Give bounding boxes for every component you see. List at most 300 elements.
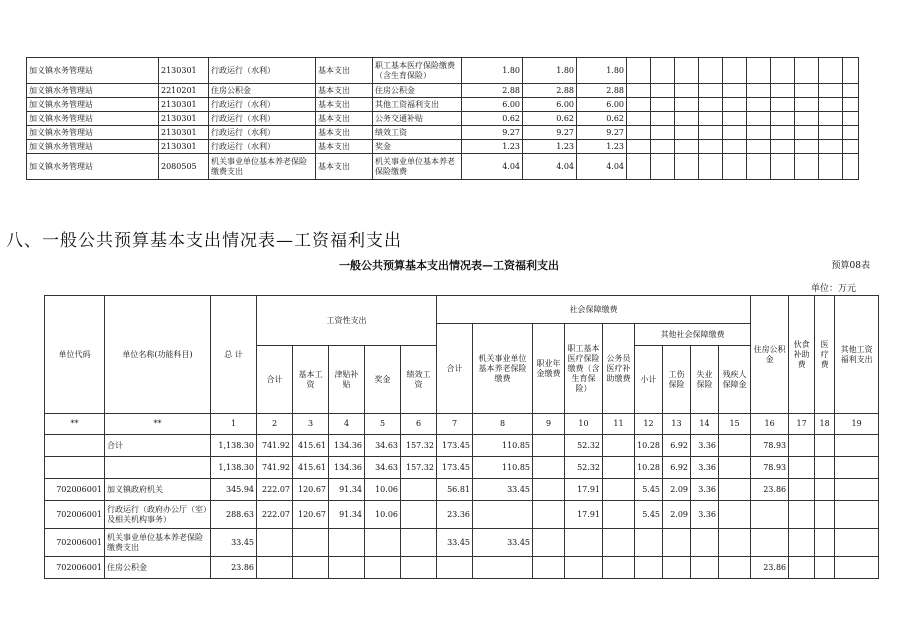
header-total: 总 计 bbox=[211, 296, 257, 414]
top-empty-cell bbox=[795, 140, 819, 154]
value-cell bbox=[365, 557, 401, 579]
value-cell: 3.36 bbox=[691, 457, 719, 479]
table-title: 一般公共预算基本支出情况表—工资福利支出 bbox=[339, 259, 559, 272]
top-type-cell: 基本支出 bbox=[316, 84, 373, 98]
top-unit-cell: 加义镇水务管理站 bbox=[27, 84, 159, 98]
top-value-cell: 4.04 bbox=[577, 154, 627, 180]
top-value-cell: 0.62 bbox=[523, 112, 577, 126]
value-cell: 110.85 bbox=[473, 435, 533, 457]
top-empty-cell bbox=[819, 112, 843, 126]
value-cell: 741.92 bbox=[257, 457, 293, 479]
value-cell bbox=[719, 557, 751, 579]
value-cell: 3.36 bbox=[691, 435, 719, 457]
value-cell bbox=[603, 529, 635, 557]
value-cell: 33.45 bbox=[473, 479, 533, 501]
value-cell bbox=[691, 557, 719, 579]
top-empty-cell bbox=[675, 126, 699, 140]
section-heading: 八、一般公共预算基本支出情况表—工资福利支出 bbox=[6, 231, 402, 251]
value-cell: 78.93 bbox=[751, 457, 789, 479]
top-value-cell: 1.23 bbox=[577, 140, 627, 154]
value-cell bbox=[533, 457, 565, 479]
top-func-cell: 行政运行（水利） bbox=[209, 58, 316, 84]
top-empty-cell bbox=[627, 112, 651, 126]
value-cell bbox=[257, 529, 293, 557]
value-cell: 91.34 bbox=[329, 479, 365, 501]
value-cell bbox=[719, 529, 751, 557]
top-code-cell: 2080505 bbox=[159, 154, 209, 180]
top-code-cell: 2130301 bbox=[159, 126, 209, 140]
top-empty-cell bbox=[723, 112, 747, 126]
top-empty-cell bbox=[651, 126, 675, 140]
top-empty-cell bbox=[627, 154, 651, 180]
top-code-cell: 2130301 bbox=[159, 140, 209, 154]
unit-name-cell bbox=[105, 457, 211, 479]
top-empty-cell bbox=[843, 84, 859, 98]
unit-code-cell: 702006001 bbox=[45, 501, 105, 529]
table-row bbox=[45, 435, 879, 457]
value-cell bbox=[751, 501, 789, 529]
top-item-cell: 职工基本医疗保险缴费（含生育保险） bbox=[373, 58, 462, 84]
value-cell: 134.36 bbox=[329, 457, 365, 479]
top-value-cell: 6.00 bbox=[577, 98, 627, 112]
value-cell: 6.92 bbox=[663, 435, 691, 457]
value-cell bbox=[691, 529, 719, 557]
value-cell bbox=[603, 557, 635, 579]
top-empty-cell bbox=[675, 58, 699, 84]
value-cell: 157.32 bbox=[401, 457, 437, 479]
header-other-social-group: 其他社会保障缴费 bbox=[635, 324, 751, 346]
top-value-cell: 2.88 bbox=[577, 84, 627, 98]
top-value-cell: 9.27 bbox=[462, 126, 523, 140]
index-cell: 3 bbox=[293, 414, 329, 435]
top-empty-cell bbox=[627, 126, 651, 140]
value-cell bbox=[719, 479, 751, 501]
value-cell bbox=[437, 557, 473, 579]
top-func-cell: 行政运行（水利） bbox=[209, 112, 316, 126]
value-cell: 23.86 bbox=[751, 557, 789, 579]
top-empty-cell bbox=[699, 58, 723, 84]
value-cell: 222.07 bbox=[257, 479, 293, 501]
top-value-cell: 2.88 bbox=[462, 84, 523, 98]
header-civil-medical: 公务员医疗补助缴费 bbox=[603, 324, 635, 414]
table-row bbox=[45, 457, 879, 479]
top-type-cell: 基本支出 bbox=[316, 58, 373, 84]
value-cell: 6.92 bbox=[663, 457, 691, 479]
top-empty-cell bbox=[795, 58, 819, 84]
value-cell bbox=[789, 501, 815, 529]
top-empty-cell bbox=[819, 98, 843, 112]
top-empty-cell bbox=[795, 126, 819, 140]
value-cell bbox=[835, 529, 879, 557]
top-value-cell: 1.23 bbox=[462, 140, 523, 154]
unit-name-cell: 机关事业单位基本养老保险缴费支出 bbox=[105, 529, 211, 557]
header-other-wage: 其他工资福利支出 bbox=[835, 296, 879, 414]
header-annuity: 职业年金缴费 bbox=[533, 324, 565, 414]
header-basic-wage: 基本工资 bbox=[293, 346, 329, 414]
top-value-cell: 2.88 bbox=[523, 84, 577, 98]
top-empty-cell bbox=[723, 84, 747, 98]
top-func-cell: 行政运行（水利） bbox=[209, 140, 316, 154]
value-cell bbox=[815, 435, 835, 457]
top-code-cell: 2210201 bbox=[159, 84, 209, 98]
top-item-cell: 公务交通补贴 bbox=[373, 112, 462, 126]
value-cell: 34.63 bbox=[365, 435, 401, 457]
value-cell: 10.28 bbox=[635, 457, 663, 479]
top-empty-cell bbox=[699, 84, 723, 98]
top-value-cell: 0.62 bbox=[462, 112, 523, 126]
value-cell bbox=[789, 435, 815, 457]
index-cell: 2 bbox=[257, 414, 293, 435]
index-cell: 9 bbox=[533, 414, 565, 435]
value-cell bbox=[751, 529, 789, 557]
value-cell bbox=[257, 557, 293, 579]
header-allowance: 津贴补贴 bbox=[329, 346, 365, 414]
value-cell: 23.36 bbox=[437, 501, 473, 529]
top-empty-cell bbox=[795, 98, 819, 112]
top-empty-cell bbox=[699, 126, 723, 140]
value-cell: 56.81 bbox=[437, 479, 473, 501]
value-cell bbox=[533, 479, 565, 501]
index-cell: 7 bbox=[437, 414, 473, 435]
top-empty-cell bbox=[651, 84, 675, 98]
value-cell bbox=[789, 457, 815, 479]
top-empty-cell bbox=[819, 140, 843, 154]
header-medical: 职工基本医疗保险缴费（含生育保险） bbox=[565, 324, 603, 414]
value-cell: 10.06 bbox=[365, 479, 401, 501]
index-cell: 1 bbox=[211, 414, 257, 435]
value-cell: 33.45 bbox=[211, 529, 257, 557]
value-cell bbox=[835, 479, 879, 501]
top-empty-cell bbox=[699, 154, 723, 180]
value-cell: 34.63 bbox=[365, 457, 401, 479]
top-empty-cell bbox=[747, 154, 771, 180]
value-cell bbox=[835, 557, 879, 579]
value-cell bbox=[835, 501, 879, 529]
top-empty-cell bbox=[795, 84, 819, 98]
value-cell: 415.61 bbox=[293, 457, 329, 479]
value-cell: 10.06 bbox=[365, 501, 401, 529]
top-empty-cell bbox=[723, 58, 747, 84]
value-cell: 52.32 bbox=[565, 435, 603, 457]
value-cell: 222.07 bbox=[257, 501, 293, 529]
value-cell bbox=[835, 457, 879, 479]
top-empty-cell bbox=[675, 84, 699, 98]
top-value-cell: 1.80 bbox=[577, 58, 627, 84]
value-cell bbox=[533, 501, 565, 529]
header-wage-group: 工资性支出 bbox=[257, 296, 437, 346]
header-performance: 绩效工资 bbox=[401, 346, 437, 414]
top-value-cell: 4.04 bbox=[462, 154, 523, 180]
top-empty-cell bbox=[843, 140, 859, 154]
top-empty-cell bbox=[747, 84, 771, 98]
top-item-cell: 绩效工资 bbox=[373, 126, 462, 140]
top-item-cell: 其他工资福利支出 bbox=[373, 98, 462, 112]
value-cell bbox=[719, 435, 751, 457]
top-detail-table bbox=[26, 57, 859, 180]
value-cell: 741.92 bbox=[257, 435, 293, 457]
main-budget-table bbox=[44, 295, 879, 579]
top-empty-cell bbox=[675, 140, 699, 154]
top-func-cell: 住房公积金 bbox=[209, 84, 316, 98]
index-cell: 8 bbox=[473, 414, 533, 435]
value-cell: 23.86 bbox=[211, 557, 257, 579]
top-empty-cell bbox=[843, 126, 859, 140]
top-table-row bbox=[27, 112, 859, 126]
top-type-cell: 基本支出 bbox=[316, 98, 373, 112]
value-cell: 173.45 bbox=[437, 435, 473, 457]
value-cell: 3.36 bbox=[691, 501, 719, 529]
top-unit-cell: 加义镇水务管理站 bbox=[27, 154, 159, 180]
unit-name-cell: 行政运行（政府办公厅（室）及相关机构事务） bbox=[105, 501, 211, 529]
value-cell bbox=[815, 501, 835, 529]
value-cell: 157.32 bbox=[401, 435, 437, 457]
value-cell bbox=[603, 501, 635, 529]
table-row bbox=[45, 529, 879, 557]
unit-code-cell bbox=[45, 435, 105, 457]
value-cell bbox=[719, 501, 751, 529]
value-cell bbox=[789, 479, 815, 501]
value-cell: 17.91 bbox=[565, 501, 603, 529]
value-cell bbox=[789, 557, 815, 579]
value-cell bbox=[815, 557, 835, 579]
value-cell: 288.63 bbox=[211, 501, 257, 529]
index-cell: 10 bbox=[565, 414, 603, 435]
top-empty-cell bbox=[675, 112, 699, 126]
top-empty-cell bbox=[723, 154, 747, 180]
value-cell bbox=[663, 529, 691, 557]
value-cell bbox=[473, 501, 533, 529]
value-cell bbox=[635, 529, 663, 557]
top-empty-cell bbox=[843, 112, 859, 126]
top-table-row bbox=[27, 98, 859, 112]
top-empty-cell bbox=[747, 112, 771, 126]
value-cell bbox=[565, 529, 603, 557]
top-item-cell: 机关事业单位基本养老保险缴费 bbox=[373, 154, 462, 180]
index-cell: 13 bbox=[663, 414, 691, 435]
value-cell bbox=[533, 435, 565, 457]
header-social-group: 社会保障缴费 bbox=[437, 296, 751, 324]
top-empty-cell bbox=[675, 154, 699, 180]
top-value-cell: 1.80 bbox=[523, 58, 577, 84]
top-value-cell: 6.00 bbox=[462, 98, 523, 112]
top-empty-cell bbox=[771, 58, 795, 84]
top-empty-cell bbox=[843, 58, 859, 84]
value-cell: 120.67 bbox=[293, 501, 329, 529]
value-cell bbox=[603, 457, 635, 479]
top-empty-cell bbox=[627, 140, 651, 154]
table-row bbox=[45, 479, 879, 501]
top-empty-cell bbox=[723, 126, 747, 140]
value-cell: 134.36 bbox=[329, 435, 365, 457]
value-cell: 91.34 bbox=[329, 501, 365, 529]
value-cell: 33.45 bbox=[437, 529, 473, 557]
top-empty-cell bbox=[771, 98, 795, 112]
value-cell: 5.45 bbox=[635, 501, 663, 529]
value-cell: 2.09 bbox=[663, 479, 691, 501]
value-cell bbox=[293, 529, 329, 557]
header-unit-name: 单位名称(功能科目) bbox=[105, 296, 211, 414]
top-empty-cell bbox=[819, 154, 843, 180]
value-cell: 5.45 bbox=[635, 479, 663, 501]
top-code-cell: 2130301 bbox=[159, 112, 209, 126]
unit-code-cell bbox=[45, 457, 105, 479]
top-empty-cell bbox=[771, 84, 795, 98]
index-cell: ** bbox=[105, 414, 211, 435]
top-unit-cell: 加义镇水务管理站 bbox=[27, 98, 159, 112]
top-empty-cell bbox=[843, 154, 859, 180]
value-cell: 52.32 bbox=[565, 457, 603, 479]
value-cell: 3.36 bbox=[691, 479, 719, 501]
index-cell: 15 bbox=[719, 414, 751, 435]
unit-name-cell: 加义镇政府机关 bbox=[105, 479, 211, 501]
unit-code-cell: 702006001 bbox=[45, 479, 105, 501]
top-empty-cell bbox=[771, 154, 795, 180]
unit-name-cell: 住房公积金 bbox=[105, 557, 211, 579]
top-func-cell: 行政运行（水利） bbox=[209, 98, 316, 112]
value-cell bbox=[401, 529, 437, 557]
top-empty-cell bbox=[627, 98, 651, 112]
value-cell bbox=[329, 557, 365, 579]
header-bonus: 奖金 bbox=[365, 346, 401, 414]
top-empty-cell bbox=[819, 126, 843, 140]
header-medical-fee: 医疗费 bbox=[815, 296, 835, 414]
top-table-row bbox=[27, 58, 859, 84]
header-wage-subtotal: 合计 bbox=[257, 346, 293, 414]
unit-code-cell: 702006001 bbox=[45, 557, 105, 579]
value-cell bbox=[401, 479, 437, 501]
top-empty-cell bbox=[843, 98, 859, 112]
index-cell: ** bbox=[45, 414, 105, 435]
value-cell: 2.09 bbox=[663, 501, 691, 529]
top-empty-cell bbox=[819, 58, 843, 84]
top-item-cell: 住房公积金 bbox=[373, 84, 462, 98]
top-table-row bbox=[27, 154, 859, 180]
top-type-cell: 基本支出 bbox=[316, 140, 373, 154]
table-row bbox=[45, 501, 879, 529]
top-empty-cell bbox=[723, 98, 747, 112]
top-empty-cell bbox=[627, 58, 651, 84]
value-cell: 1,138.30 bbox=[211, 457, 257, 479]
index-cell: 12 bbox=[635, 414, 663, 435]
top-empty-cell bbox=[771, 112, 795, 126]
index-cell: 6 bbox=[401, 414, 437, 435]
top-empty-cell bbox=[651, 140, 675, 154]
header-meal: 伙食补助费 bbox=[789, 296, 815, 414]
top-unit-cell: 加义镇水务管理站 bbox=[27, 140, 159, 154]
top-empty-cell bbox=[771, 126, 795, 140]
header-disability: 残疾人保障金 bbox=[719, 346, 751, 414]
value-cell: 10.28 bbox=[635, 435, 663, 457]
unit-name-cell: 合计 bbox=[105, 435, 211, 457]
header-social-subtotal: 合计 bbox=[437, 324, 473, 414]
value-cell bbox=[401, 557, 437, 579]
top-type-cell: 基本支出 bbox=[316, 154, 373, 180]
top-empty-cell bbox=[747, 126, 771, 140]
value-cell bbox=[835, 435, 879, 457]
header-pension: 机关事业单位基本养老保险缴费 bbox=[473, 324, 533, 414]
value-cell bbox=[815, 529, 835, 557]
top-empty-cell bbox=[747, 140, 771, 154]
value-cell bbox=[365, 529, 401, 557]
index-cell: 4 bbox=[329, 414, 365, 435]
header-housing: 住房公积金 bbox=[751, 296, 789, 414]
value-cell bbox=[635, 557, 663, 579]
table-row bbox=[45, 557, 879, 579]
top-value-cell: 4.04 bbox=[523, 154, 577, 180]
top-unit-cell: 加义镇水务管理站 bbox=[27, 126, 159, 140]
value-cell: 120.67 bbox=[293, 479, 329, 501]
unit-code-cell: 702006001 bbox=[45, 529, 105, 557]
value-cell bbox=[815, 457, 835, 479]
value-cell bbox=[401, 501, 437, 529]
top-table-row bbox=[27, 84, 859, 98]
value-cell bbox=[293, 557, 329, 579]
index-row bbox=[45, 414, 879, 435]
index-cell: 18 bbox=[815, 414, 835, 435]
header-other-subtotal: 小计 bbox=[635, 346, 663, 414]
top-empty-cell bbox=[723, 140, 747, 154]
top-empty-cell bbox=[699, 98, 723, 112]
header-unit-code: 单位代码 bbox=[45, 296, 105, 414]
value-cell: 415.61 bbox=[293, 435, 329, 457]
value-cell bbox=[329, 529, 365, 557]
top-value-cell: 1.23 bbox=[523, 140, 577, 154]
top-value-cell: 1.80 bbox=[462, 58, 523, 84]
top-empty-cell bbox=[699, 112, 723, 126]
top-unit-cell: 加义镇水务管理站 bbox=[27, 112, 159, 126]
value-cell bbox=[603, 479, 635, 501]
top-value-cell: 9.27 bbox=[577, 126, 627, 140]
index-cell: 14 bbox=[691, 414, 719, 435]
unit-label: 单位：万元 bbox=[810, 284, 856, 294]
top-table-row bbox=[27, 126, 859, 140]
value-cell bbox=[815, 479, 835, 501]
top-empty-cell bbox=[627, 84, 651, 98]
top-empty-cell bbox=[771, 140, 795, 154]
top-empty-cell bbox=[675, 98, 699, 112]
top-unit-cell: 加义镇水务管理站 bbox=[27, 58, 159, 84]
top-empty-cell bbox=[699, 140, 723, 154]
top-empty-cell bbox=[795, 112, 819, 126]
index-cell: 19 bbox=[835, 414, 879, 435]
value-cell: 110.85 bbox=[473, 457, 533, 479]
value-cell bbox=[663, 557, 691, 579]
header-injury: 工伤保险 bbox=[663, 346, 691, 414]
value-cell: 1,138.30 bbox=[211, 435, 257, 457]
index-cell: 5 bbox=[365, 414, 401, 435]
top-empty-cell bbox=[819, 84, 843, 98]
value-cell: 173.45 bbox=[437, 457, 473, 479]
top-code-cell: 2130301 bbox=[159, 58, 209, 84]
value-cell bbox=[719, 457, 751, 479]
top-empty-cell bbox=[651, 112, 675, 126]
value-cell bbox=[473, 557, 533, 579]
top-value-cell: 6.00 bbox=[523, 98, 577, 112]
top-table-row bbox=[27, 140, 859, 154]
top-empty-cell bbox=[651, 154, 675, 180]
index-cell: 16 bbox=[751, 414, 789, 435]
value-cell: 33.45 bbox=[473, 529, 533, 557]
index-cell: 11 bbox=[603, 414, 635, 435]
index-cell: 17 bbox=[789, 414, 815, 435]
top-item-cell: 奖金 bbox=[373, 140, 462, 154]
value-cell: 23.86 bbox=[751, 479, 789, 501]
top-empty-cell bbox=[747, 98, 771, 112]
value-cell: 17.91 bbox=[565, 479, 603, 501]
top-type-cell: 基本支出 bbox=[316, 126, 373, 140]
top-empty-cell bbox=[795, 154, 819, 180]
top-value-cell: 9.27 bbox=[523, 126, 577, 140]
